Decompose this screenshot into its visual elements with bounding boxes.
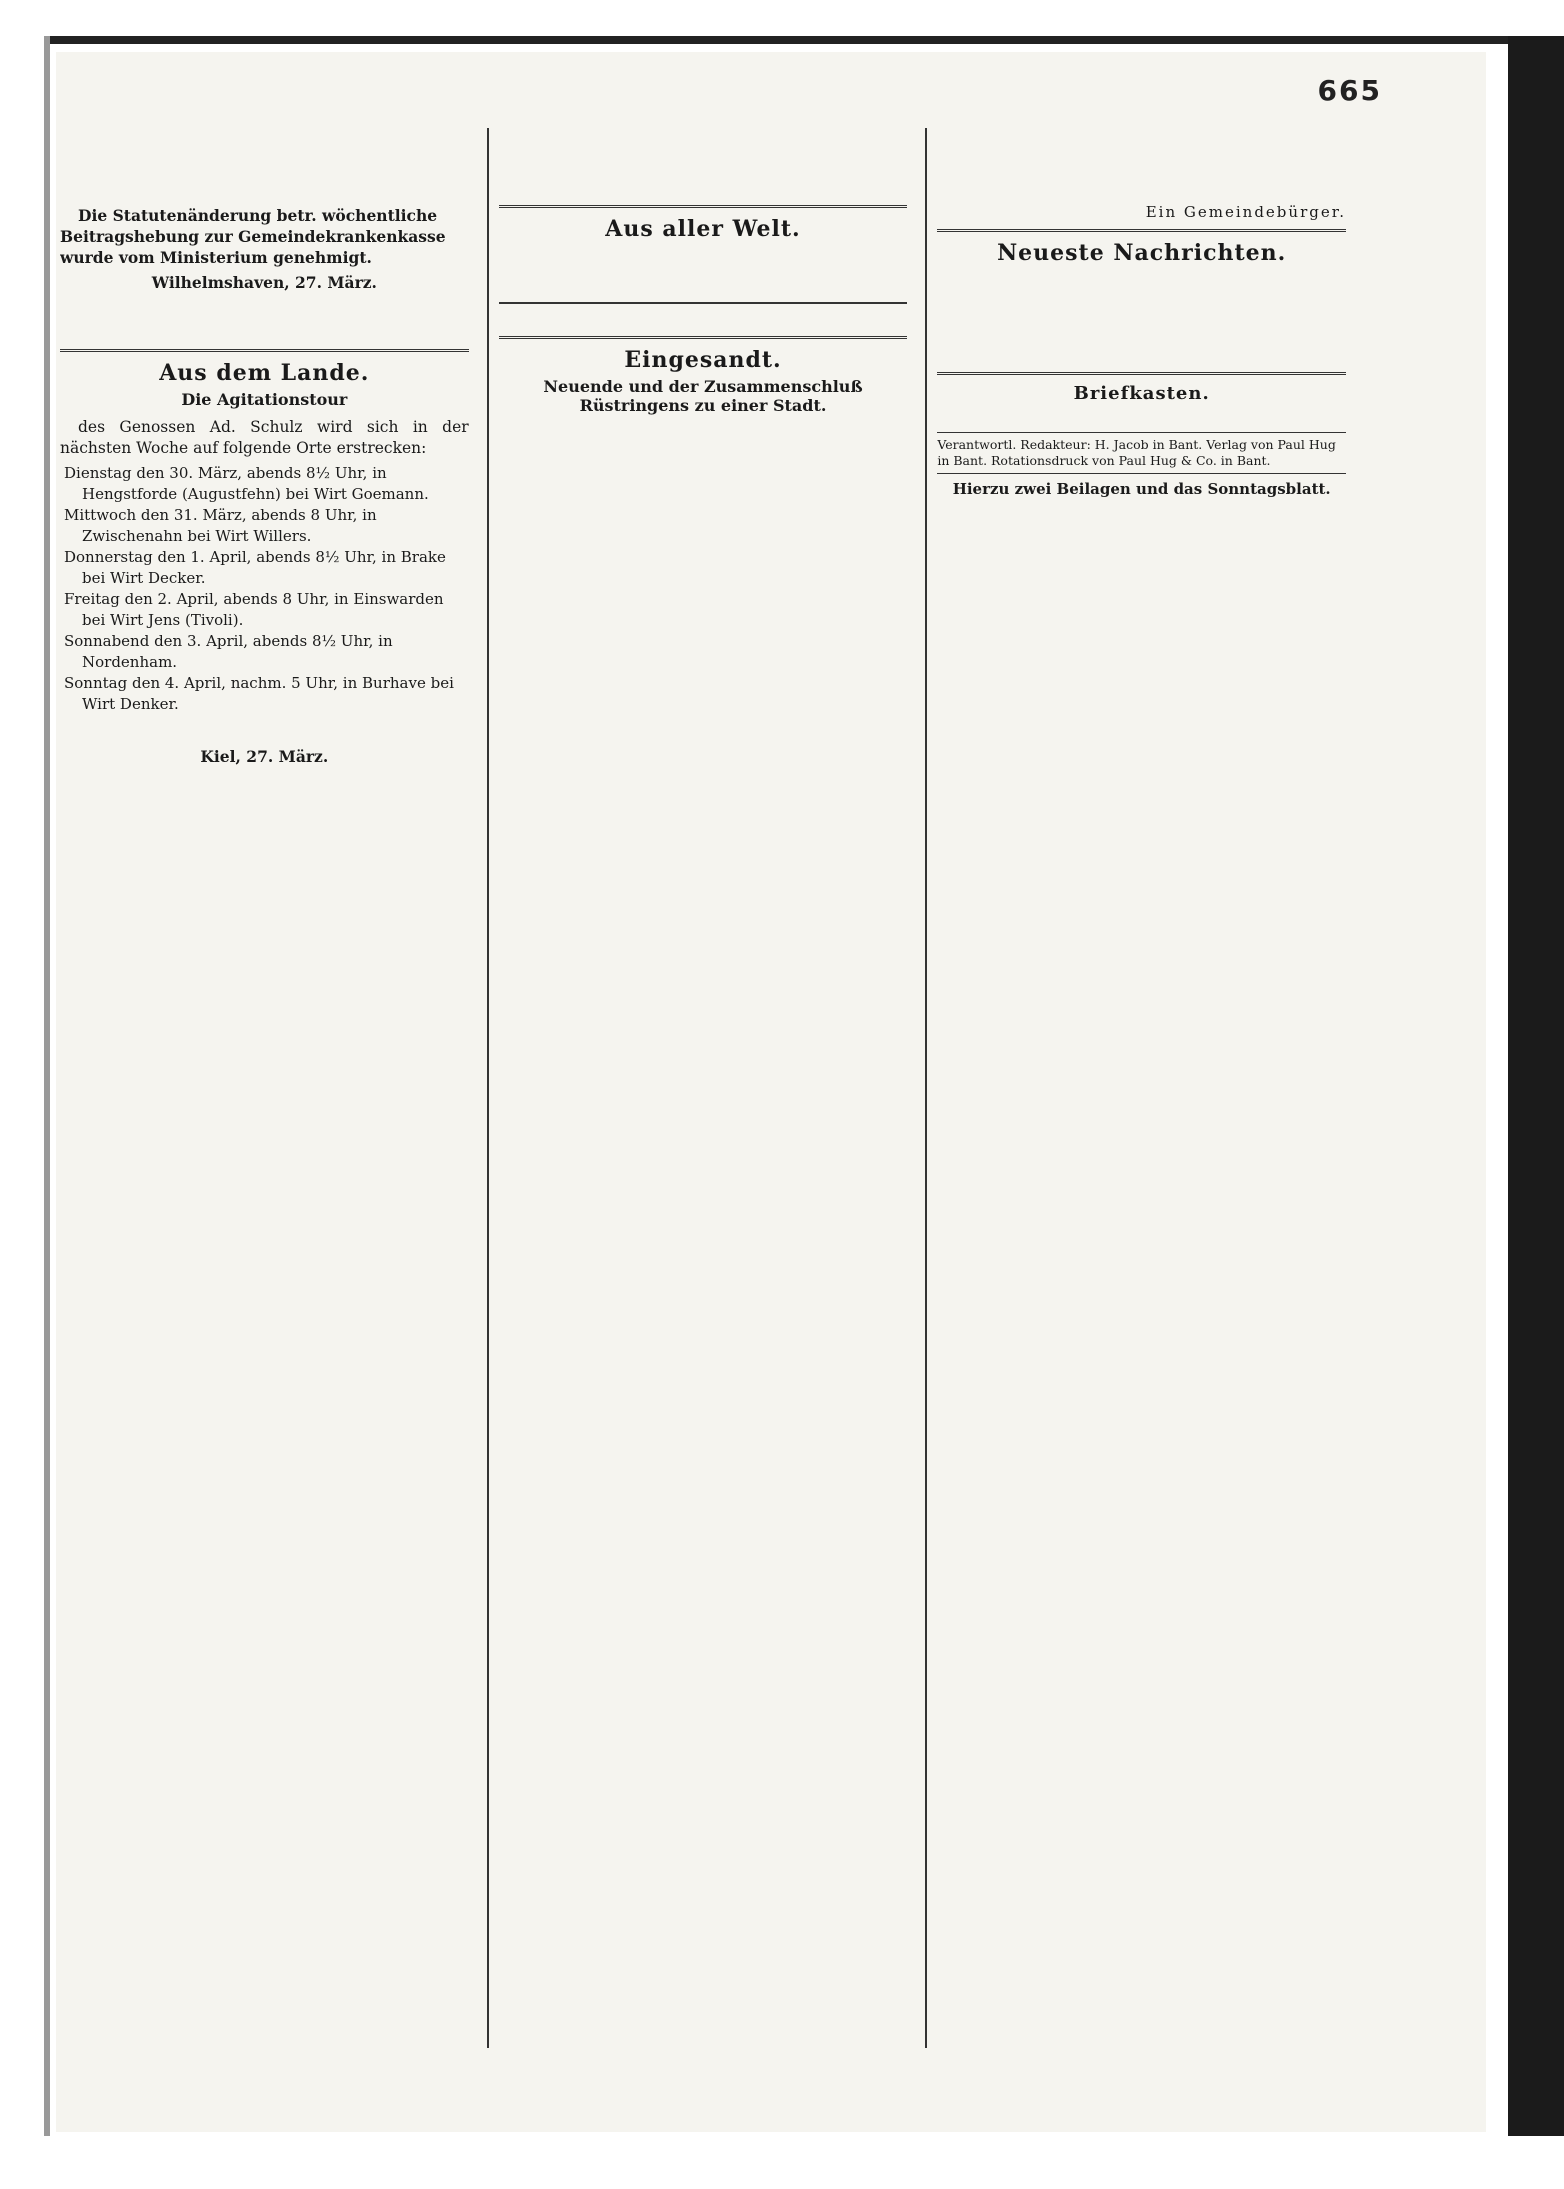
text-block [60, 153, 469, 174]
section-aus-dem-lande: Aus dem Lande. [60, 349, 469, 386]
text-block [937, 270, 1346, 291]
text-block [937, 178, 1346, 199]
text-block [60, 178, 469, 199]
briefkasten-text [937, 408, 1346, 424]
dateline-kiel: Kiel, 27. März. [200, 747, 329, 766]
text-block [937, 295, 1346, 316]
text-block [937, 153, 1346, 174]
subhead-agitationstour: Die Agitationstour [181, 390, 348, 409]
section-neueste-nachrichten: Neueste Nachrichten. [937, 229, 1346, 266]
columns [60, 128, 1350, 2048]
text-block [499, 153, 908, 174]
kleine-tageschronik [499, 312, 908, 328]
scan-border-right [1508, 36, 1564, 2136]
column-2 [487, 128, 912, 2048]
schedule-item: Sonnabend den 3. April, abends 8½ Uhr, in Nordenham. [64, 632, 393, 671]
text-block [60, 322, 469, 343]
text-block [499, 178, 908, 199]
text-block [60, 128, 469, 149]
schedule-item: Freitag den 2. April, abends 8 Uhr, in Einswarden bei Wirt Jens (Tivoli). [64, 590, 444, 629]
column-3 [925, 128, 1350, 2048]
agitation-intro: des Genossen Ad. Schulz wird sich in der nächsten Woche auf folgende Orte erstrecken: [60, 418, 469, 457]
section-aus-aller-welt: Aus aller Welt. [499, 205, 908, 242]
dateline-wilhelmshaven: Wilhelmshaven, 27. März. [151, 273, 377, 292]
scan-border-left [44, 36, 50, 2136]
schedule-item: Sonntag den 4. April, nachm. 5 Uhr, in Burhave bei Wirt Denker. [64, 674, 454, 713]
scan-border-top [44, 36, 1514, 44]
text-block [937, 320, 1346, 341]
text-block [60, 721, 469, 742]
signature-gemeindebuerger: Ein Gemeindebürger. [1145, 203, 1347, 221]
text-block [499, 246, 908, 267]
subhead-neuende: Neuende und der Zusammenschluß Rüstringens zu einer Stadt. [543, 377, 863, 415]
text-block [937, 128, 1346, 149]
text-block [60, 771, 469, 792]
text-block [499, 271, 908, 292]
schedule-item: Mittwoch den 31. März, abends 8 Uhr, in Zwischenahn bei Wirt Willers. [64, 506, 377, 545]
agitation-schedule [60, 463, 469, 715]
column-1 [60, 128, 473, 2048]
divider [499, 302, 908, 304]
notice-statute: Die Statutenänderung betr. wöchentliche Beitragshebung zur Gemeindekrankenkasse wurde vom Ministerium genehmigt. [60, 206, 446, 267]
text-block [937, 345, 1346, 366]
imprint: Verantwortl. Redakteur: H. Jacob in Bant. Verlag von Paul Hug in Bant. Rotationsdruck von Paul Hug & Co. in Bant. [937, 432, 1346, 474]
text-block [499, 128, 908, 149]
footer-supplements: Hierzu zwei Beilagen und das Sonntagsblatt. [952, 480, 1331, 498]
section-eingesandt: Eingesandt. [499, 336, 908, 373]
page-number: 665 [1317, 74, 1382, 107]
text-block [499, 423, 908, 444]
section-briefkasten: Briefkasten. [937, 372, 1346, 404]
schedule-item: Donnerstag den 1. April, abends 8½ Uhr, in Brake bei Wirt Decker. [64, 548, 446, 587]
text-block [60, 297, 469, 318]
schedule-item: Dienstag den 30. März, abends 8½ Uhr, in Hengstforde (Augustfehn) bei Wirt Goemann. [64, 464, 429, 503]
